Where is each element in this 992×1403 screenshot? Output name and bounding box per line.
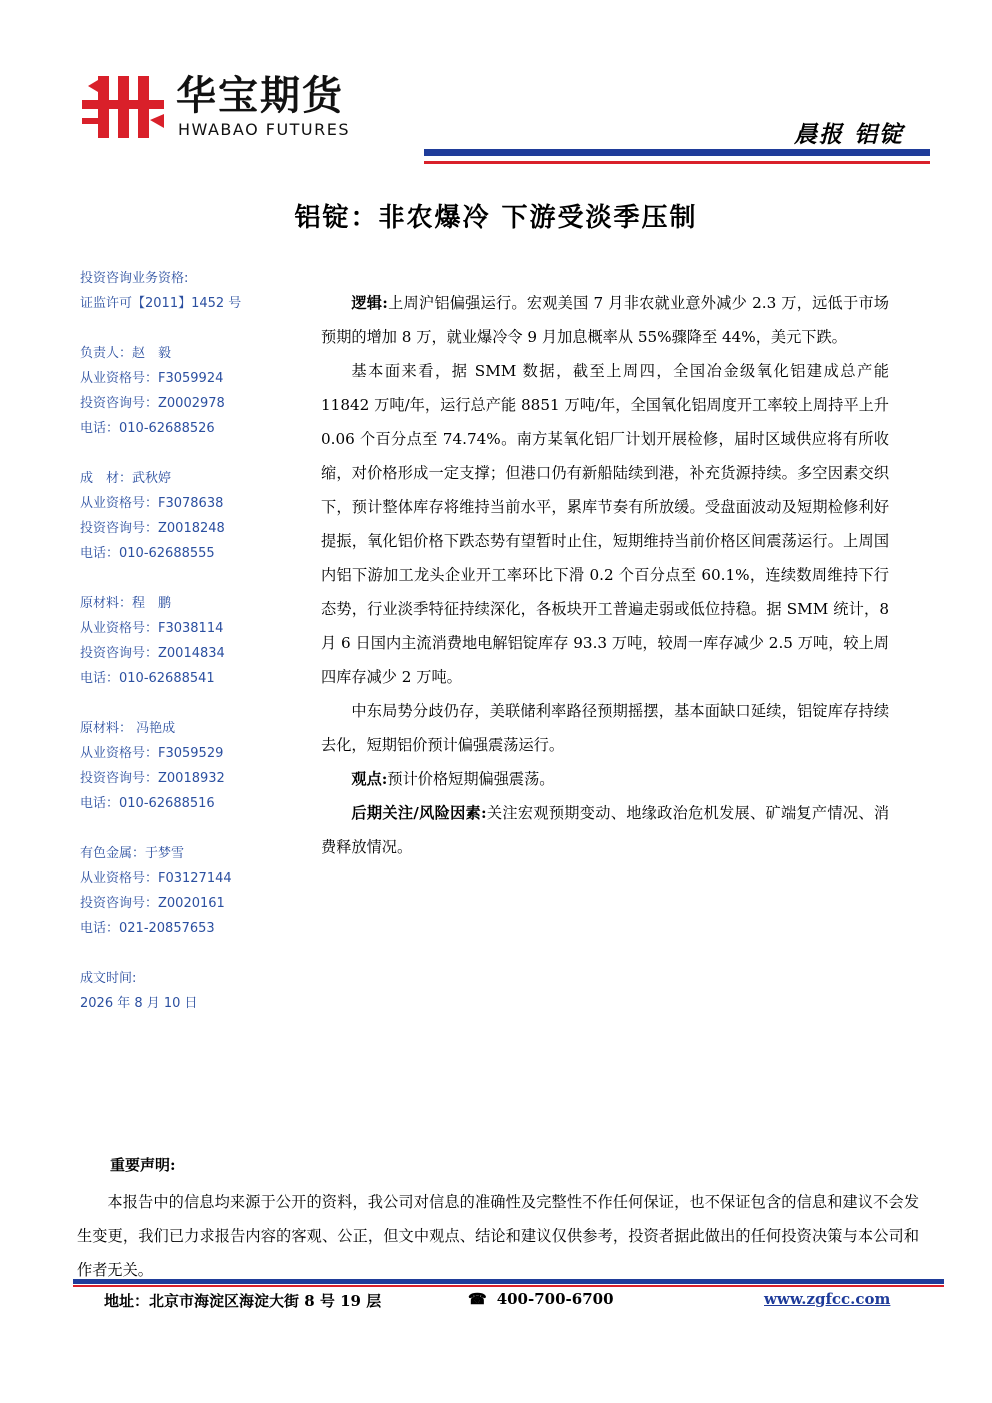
footer-address: 地址：北京市海淀区海淀大街 8 号 19 层 (104, 1292, 382, 1310)
analyst-block (80, 341, 300, 441)
analyst-phone: 电话：010-62688526 (80, 421, 215, 436)
disclaimer-heading: 重要声明: (110, 1156, 176, 1174)
date-value: 2026 年 8 月 10 日 (80, 996, 198, 1011)
analyst-phone: 电话：010-62688516 (80, 796, 215, 811)
logic-text: 上周沪铝偏强运行。宏观美国 7 月非农就业意外减少 2.3 万，远低于市场预期的增加 8 万，就业爆冷令 9 月加息概率从 55%骤降至 44%，美元下跌。 (321, 294, 889, 346)
report-title: 铝锭：非农爆冷 下游受淡季压制 (294, 203, 698, 233)
logic-label: 逻辑: (351, 294, 388, 312)
analyst-role: 负责人：赵 毅 (80, 346, 172, 361)
footer-phone-number: 400-700-6700 (496, 1290, 614, 1308)
fundamentals-paragraph: 基本面来看，据 SMM 数据，截至上周四，全国冶金级氧化铝建成总产能 11842 万吨/年，运行总产能 8851 万吨/年，全国氧化铝周度开工率较上周持平上升 0.06 个百分点至 74.74%。南方某氧化铝厂计划开展检修，届时区域供应将有所收缩，对价格形成一定支撑；但港口仍有新船陆续到港，补充货源持续。多空因素交织下，预计整体库存将维持当前水平，累库节奏有所放缓。受盘面波动及短期检修利好提振，氧化铝价格下跌态势有望暂时止住，短期维持当前价格区间震荡运行。上周国内铝下游加工龙头企业开工率环比下滑 0.2 个百分点至 60.1%，连续数周维持下行态势，行业淡季特征持续深化，各板块开工普遍走弱或低位持稳。据 SMM 统计，8 月 6 日国内主流消费地电解铝锭库存 93.3 万吨，较周一库存减少 2.5 万吨，较上周四库存减少 2 万吨。 (321, 362, 889, 686)
header-divider-blue (424, 149, 930, 156)
view-paragraph (321, 762, 889, 796)
analyst-phone: 电话：010-62688555 (80, 546, 215, 561)
analyst-license: 从业资格号：F3078638 (80, 496, 224, 511)
date-label: 成文时间: (80, 971, 137, 986)
analyst-advisory: 投资咨询号：Z0014834 (80, 646, 225, 661)
analyst-advisory: 投资咨询号：Z0020161 (80, 896, 225, 911)
analyst-phone: 电话：021-20857653 (80, 921, 215, 936)
analyst-block (80, 716, 300, 816)
company-logo (80, 72, 380, 144)
analyst-role: 原材料：程 鹏 (80, 596, 172, 611)
logic-paragraph (321, 286, 889, 354)
risk-paragraph (321, 796, 889, 864)
analyst-role: 成 材：武秋婷 (80, 471, 172, 486)
footer-phone (468, 1290, 614, 1308)
report-body (321, 286, 889, 864)
view-text: 预计价格短期偏强震荡。 (387, 770, 555, 788)
analyst-block (80, 591, 300, 691)
analyst-license: 从业资格号：F3059924 (80, 371, 224, 386)
analyst-block (80, 466, 300, 566)
analyst-advisory: 投资咨询号：Z0018932 (80, 771, 225, 786)
logo-chinese-name: 华宝期货 (176, 73, 344, 119)
report-type-label: 晨报 铝锭 (793, 121, 904, 148)
logo-english-name: HWABAO FUTURES (178, 120, 351, 139)
analyst-license: 从业资格号：F03127144 (80, 871, 232, 886)
analyst-role: 有色金属：于梦雪 (80, 846, 185, 861)
analyst-sidebar (80, 266, 300, 1016)
hwabao-logo-mark-icon (80, 72, 166, 140)
analyst-phone: 电话：010-62688541 (80, 671, 215, 686)
risk-label: 后期关注/风险因素: (351, 804, 487, 822)
analyst-role: 原材料： 冯艳成 (80, 721, 176, 736)
analyst-advisory: 投资咨询号：Z0002978 (80, 396, 225, 411)
footer-website-link[interactable]: www.zgfcc.com (764, 1290, 891, 1308)
analyst-license: 从业资格号：F3059529 (80, 746, 224, 761)
analyst-advisory: 投资咨询号：Z0018248 (80, 521, 225, 536)
telephone-icon: ☎ (468, 1290, 487, 1308)
footer-divider-red (73, 1285, 944, 1287)
view-label: 观点: (351, 770, 388, 788)
analyst-license: 从业资格号：F3038114 (80, 621, 224, 636)
qualification-value: 证监许可【2011】1452 号 (80, 296, 242, 311)
disclaimer-text: 本报告中的信息均来源于公开的资料，我公司对信息的准确性及完整性不作任何保证，也不保证包含的信息和建议不会发生变更，我们已力求报告内容的客观、公正，但文中观点、结论和建议仅供参考，投资者据此做出的任何投资决策与本公司和作者无关。 (77, 1193, 919, 1279)
qualification-label: 投资咨询业务资格: (80, 271, 189, 286)
analyst-block (80, 841, 300, 941)
summary-paragraph: 中东局势分歧仍存，美联储利率路径预期摇摆，基本面缺口延续，铝锭库存持续去化，短期铝价预计偏强震荡运行。 (321, 702, 889, 754)
header-divider-red (424, 161, 930, 164)
footer-divider-blue (73, 1279, 944, 1284)
risk-text: 关注宏观预期变动、地缘政治危机发展、矿端复产情况、消费释放情况。 (321, 804, 890, 856)
